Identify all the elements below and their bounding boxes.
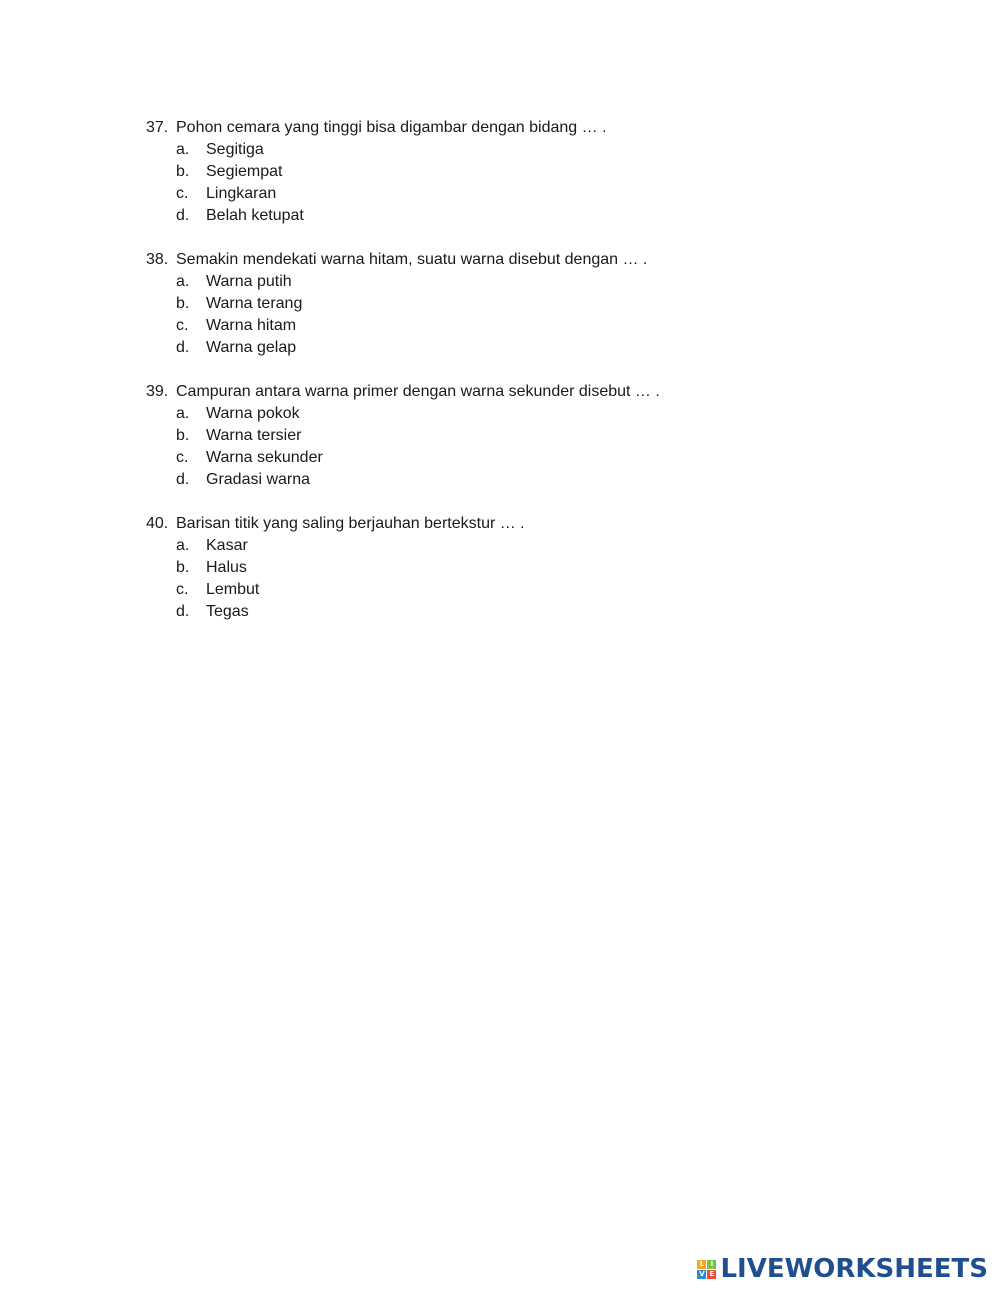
- option-text: Warna hitam: [206, 317, 297, 334]
- option-d[interactable]: [146, 469, 906, 491]
- option-text: Tegas: [206, 603, 249, 620]
- question-text: Barisan titik yang saling berjauhan bertekstur … .: [176, 515, 525, 532]
- option-b[interactable]: [146, 161, 906, 183]
- logo-tile-i: I: [707, 1260, 716, 1269]
- question-number: 38.: [146, 251, 169, 268]
- option-text: Belah ketupat: [206, 207, 304, 224]
- option-text: Warna pokok: [206, 405, 300, 422]
- logo-tile-v: V: [699, 1269, 705, 1278]
- option-text: Lembut: [206, 581, 260, 598]
- option-d[interactable]: [146, 601, 906, 623]
- option-letter: a.: [176, 405, 190, 422]
- option-c[interactable]: [146, 183, 906, 205]
- option-a[interactable]: [146, 403, 906, 425]
- option-c[interactable]: [146, 315, 906, 337]
- option-text: Kasar: [206, 537, 248, 554]
- logo-tile-e: E: [707, 1270, 716, 1279]
- brand-name: LIVEWORKSHEETS: [720, 1254, 988, 1284]
- question-text: Campuran antara warna primer dengan warna sekunder disebut … .: [176, 383, 660, 400]
- question-37: [146, 117, 906, 227]
- question-text: Pohon cemara yang tinggi bisa digambar dengan bidang … .: [176, 119, 607, 136]
- option-letter: b.: [176, 559, 190, 576]
- question-number: 37.: [146, 119, 169, 136]
- option-list: [146, 139, 906, 227]
- option-text: Warna tersier: [206, 427, 302, 444]
- option-letter: c.: [176, 581, 189, 598]
- option-letter: b.: [176, 427, 190, 444]
- option-list: [146, 403, 906, 491]
- option-b[interactable]: [146, 425, 906, 447]
- option-a[interactable]: [146, 271, 906, 293]
- option-letter: b.: [176, 163, 190, 180]
- question-40: [146, 513, 906, 623]
- option-letter: c.: [176, 449, 189, 466]
- worksheet: [146, 117, 906, 645]
- question-39: [146, 381, 906, 491]
- option-b[interactable]: [146, 557, 906, 579]
- option-letter: c.: [176, 185, 189, 202]
- option-text: Warna sekunder: [206, 449, 323, 466]
- option-c[interactable]: [146, 579, 906, 601]
- option-text: Lingkaran: [206, 185, 277, 202]
- option-text: Warna gelap: [206, 339, 297, 356]
- logo-tile-l: L: [697, 1260, 706, 1269]
- question-text: Semakin mendekati warna hitam, suatu warna disebut dengan … .: [176, 251, 648, 268]
- option-letter: a.: [176, 537, 190, 554]
- option-d[interactable]: [146, 337, 906, 359]
- liveworksheets-logo: [697, 1254, 988, 1284]
- option-text: Segiempat: [206, 163, 283, 180]
- option-a[interactable]: [146, 535, 906, 557]
- option-a[interactable]: [146, 139, 906, 161]
- option-list: [146, 271, 906, 359]
- option-letter: d.: [176, 471, 190, 488]
- option-letter: d.: [176, 207, 190, 224]
- option-c[interactable]: [146, 447, 906, 469]
- option-text: Warna terang: [206, 295, 303, 312]
- option-letter: a.: [176, 273, 190, 290]
- option-list: [146, 535, 906, 623]
- option-letter: b.: [176, 295, 190, 312]
- option-text: Halus: [206, 559, 247, 576]
- option-letter: a.: [176, 141, 190, 158]
- option-text: Warna putih: [206, 273, 292, 290]
- option-letter: d.: [176, 339, 190, 356]
- option-d[interactable]: [146, 205, 906, 227]
- option-text: Segitiga: [206, 141, 264, 158]
- option-letter: d.: [176, 603, 190, 620]
- option-letter: c.: [176, 317, 189, 334]
- liveworksheets-logo-icon: [697, 1260, 716, 1279]
- option-text: Gradasi warna: [206, 471, 311, 488]
- question-number: 39.: [146, 383, 169, 400]
- option-b[interactable]: [146, 293, 906, 315]
- question-number: 40.: [146, 515, 169, 532]
- question-38: [146, 249, 906, 359]
